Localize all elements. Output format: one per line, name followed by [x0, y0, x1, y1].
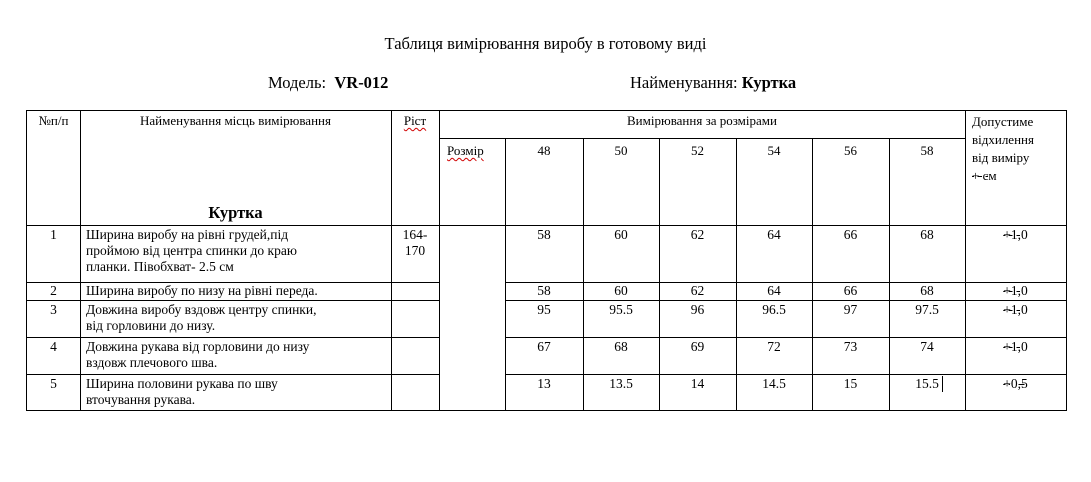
row-3-desc-line: від горловини до низу. [86, 318, 216, 333]
tolerance-line-2: відхилення [972, 132, 1034, 147]
row-1-size-50: 60 [614, 227, 628, 242]
row-5-size-54: 14.5 [762, 376, 786, 391]
row-3-size-48: 95 [537, 302, 551, 317]
row-5-desc-line: Ширина половини рукава по шву [86, 376, 278, 391]
row-4-description [86, 339, 309, 371]
header-height-text: Ріст [403, 113, 427, 128]
row-2-desc-line: Ширина виробу по низу на рівні переда. [86, 283, 318, 298]
row-1-tolerance-text: +1,0 [1003, 227, 1028, 242]
row-3-number: 3 [50, 302, 57, 317]
row-1-desc-line: проймою від центра спинки до краю [86, 243, 297, 258]
row-5-size-48: 13 [537, 376, 551, 391]
row-4-size-54: 72 [767, 339, 781, 354]
row-4-tolerance-text: +1,0 [1003, 339, 1028, 354]
row-1-description [86, 227, 297, 275]
header-number: №п/п [38, 113, 69, 128]
row-4-size-52: 69 [690, 339, 705, 354]
row-3-tolerance-text: +1,0 [1003, 302, 1028, 317]
model-label: Модель: [268, 73, 327, 92]
row-2-size-54: 64 [767, 283, 781, 298]
size-col-52: 52 [691, 143, 704, 158]
row-1-number: 1 [50, 227, 57, 242]
row-2-size-50: 60 [614, 283, 628, 298]
row-3-description [86, 302, 316, 334]
header-tolerance [972, 113, 1034, 185]
row-1-size-52: 62 [690, 227, 705, 242]
row-2-tolerance-text: +1,0 [1003, 283, 1028, 298]
size-col-48: 48 [537, 143, 551, 158]
height-value-line-1: 164- [402, 227, 428, 242]
row-5-tolerance [965, 376, 1066, 392]
row-3-size-54: 96.5 [762, 302, 786, 317]
row-5-size-52: 14 [690, 376, 705, 391]
row-2-number: 2 [50, 283, 57, 298]
height-value-line-2: 170 [404, 243, 426, 258]
row-2-size-56: 66 [843, 283, 858, 298]
row-4-size-50: 68 [614, 339, 628, 354]
row-4-number: 4 [50, 339, 57, 354]
row-2-size-48: 58 [537, 283, 551, 298]
header-measurement-place: Найменування місць вимірювання [140, 113, 331, 128]
row-3-tolerance [965, 302, 1066, 318]
row-5-desc-line: вточування рукава. [86, 392, 196, 407]
row-3-desc-line: Довжина виробу вздовж центру спинки, [86, 302, 317, 317]
tolerance-line-4: + см [972, 168, 997, 183]
header-group-jacket: Куртка [208, 203, 263, 222]
model-value: VR-012 [334, 73, 389, 92]
row-1-desc-line: Ширина виробу на рівні грудей,під [86, 227, 289, 242]
row-3-size-56: 97 [843, 302, 858, 317]
row-4-tolerance [965, 339, 1066, 355]
row-5-size-56: 15 [843, 376, 858, 391]
row-5-size-50: 13.5 [609, 376, 633, 391]
tolerance-line-3: від виміру [972, 150, 1030, 165]
header-size-label-text: Розмір [447, 143, 484, 158]
product-name-label: Найменування: [630, 73, 738, 92]
height-value [391, 227, 439, 259]
row-1-tolerance [965, 227, 1066, 243]
row-5-number: 5 [50, 376, 57, 391]
size-col-56: 56 [844, 143, 857, 158]
size-col-54: 54 [767, 143, 781, 158]
tolerance-line-1: Допустиме [972, 114, 1034, 129]
row-4-desc-line: Довжина рукава від горловини до низу [86, 339, 310, 354]
size-col-58: 58 [920, 143, 934, 158]
row-2-tolerance [965, 283, 1066, 299]
row-2-size-58: 68 [920, 283, 934, 298]
row-5-tolerance-text: +0,5 [1003, 376, 1028, 391]
row-1-size-56: 66 [843, 227, 858, 242]
row-1-size-48: 58 [537, 227, 551, 242]
document-title: Таблиця вимірювання виробу в готовому виді [384, 34, 707, 53]
header-height [391, 113, 439, 129]
row-5-size-58: 15.5 [915, 376, 939, 391]
row-3-size-52: 96 [690, 302, 705, 317]
row-3-size-58: 97.5 [915, 302, 939, 317]
row-4-size-56: 73 [843, 339, 858, 354]
row-1-size-54: 64 [767, 227, 781, 242]
row-4-desc-line: вздовж плечового шва. [86, 355, 218, 370]
row-1-size-58: 68 [920, 227, 934, 242]
row-1-desc-line: планки. Півобхват- 2.5 см [86, 259, 234, 274]
header-sizes-title: Вимірювання за розмірами [627, 113, 777, 128]
row-4-size-58: 74 [920, 339, 934, 354]
row-2-description [86, 283, 318, 299]
header-size-label [447, 143, 484, 159]
product-name-value: Куртка [741, 73, 797, 92]
row-3-size-50: 95.5 [609, 302, 633, 317]
size-col-50: 50 [614, 143, 628, 158]
row-4-size-48: 67 [537, 339, 551, 354]
row-5-description [86, 376, 278, 408]
row-2-size-52: 62 [690, 283, 705, 298]
